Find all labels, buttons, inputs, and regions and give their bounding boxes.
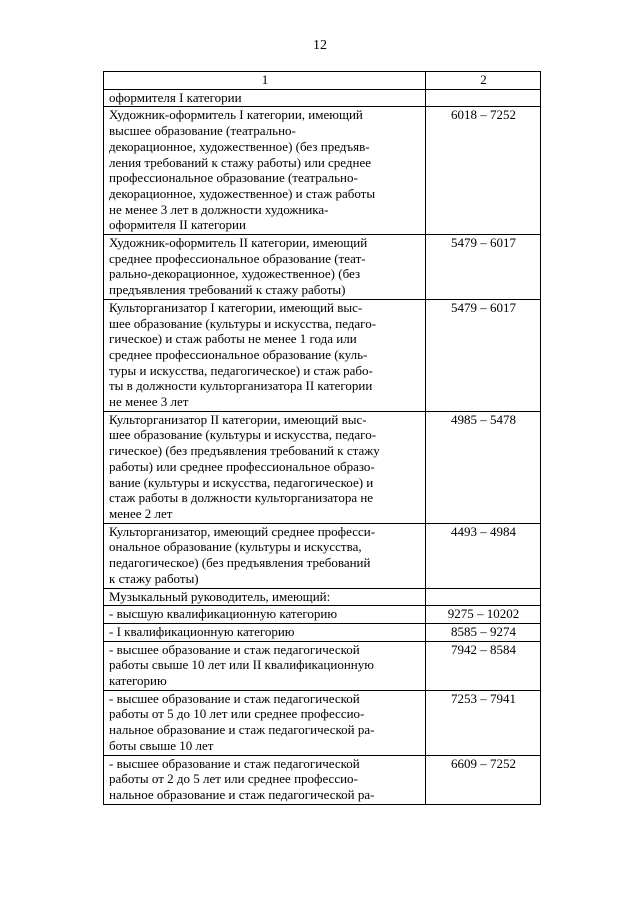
description-line: нальное образование и стаж педагогической ра- (109, 722, 375, 738)
table-row (104, 89, 541, 107)
description-line: - I квалификационную категорию (109, 623, 295, 639)
salary-range: 7253 – 7941 (426, 690, 541, 755)
description-line: среднее профессиональное образование (куль- (109, 346, 368, 362)
salary-range: 8585 – 9274 (426, 623, 541, 641)
description-line: Культорганизатор, имеющий среднее професси- (109, 523, 376, 539)
description-line: декорационное, художественное) (без предъяв- (109, 138, 370, 154)
description-line: не менее 3 лет (109, 394, 189, 410)
table-row (104, 107, 541, 235)
description-line: менее 2 лет (109, 505, 173, 521)
position-description (104, 411, 426, 523)
position-description (104, 690, 426, 755)
salary-range (426, 588, 541, 606)
description-line: Художник-оформитель I категории, имеющий (109, 107, 363, 123)
description-line: к стажу работы) (109, 570, 199, 586)
description-line: вание (культуры и искусства, педагогическое) и (109, 474, 374, 490)
salary-range (426, 89, 541, 107)
table-row (104, 606, 541, 624)
description-line: ления требований к стажу работы) или среднее (109, 154, 371, 170)
description-line: педагогическое) (без предъявления требований (109, 555, 371, 571)
description-line: гическое) (без предъявления требований к стажу (109, 443, 380, 459)
description-line: категорию (109, 673, 167, 689)
salary-range: 5479 – 6017 (426, 235, 541, 300)
table-row (104, 641, 541, 690)
salary-range: 6018 – 7252 (426, 107, 541, 235)
description-line: - высшую квалификационную категорию (109, 606, 338, 622)
description-line: профессиональное образование (театрально- (109, 170, 358, 186)
description-line: - высшее образование и стаж педагогической (109, 755, 360, 771)
position-description (104, 641, 426, 690)
page-number: 12 (313, 38, 327, 53)
table-row (104, 690, 541, 755)
description-line: стаж работы в должности культорганизатора не (109, 490, 374, 506)
description-line: - высшее образование и стаж педагогической (109, 641, 360, 657)
position-description (104, 299, 426, 411)
description-line: не менее 3 лет в должности художника- (109, 201, 329, 217)
description-line: ональное образование (культуры и искусства, (109, 539, 362, 555)
position-description (104, 606, 426, 624)
table-row (104, 299, 541, 411)
description-line: Художник-оформитель II категории, имеющий (109, 235, 368, 251)
table-row (104, 755, 541, 804)
description-line: декорационное, художественное) и стаж работы (109, 185, 376, 201)
salary-range: 9275 – 10202 (426, 606, 541, 624)
salary-range: 6609 – 7252 (426, 755, 541, 804)
description-line: - высшее образование и стаж педагогической (109, 690, 360, 706)
description-line: гическое) и стаж работы не менее 1 года или (109, 331, 357, 347)
description-line: нальное образование и стаж педагогической ра- (109, 786, 375, 802)
position-description (104, 523, 426, 588)
position-description (104, 89, 426, 107)
table-row (104, 411, 541, 523)
description-line: шее образование (культуры и искусства, педаго- (109, 315, 377, 331)
description-line: среднее профессиональное образование (теат- (109, 250, 366, 266)
position-description (104, 107, 426, 235)
description-line: оформителя II категории (109, 217, 246, 233)
table-body (104, 89, 541, 804)
description-line: работы от 5 до 10 лет или среднее профессио- (109, 706, 365, 722)
table-row (104, 523, 541, 588)
description-line: работы) или среднее профессиональное образо- (109, 458, 375, 474)
position-description (104, 588, 426, 606)
description-line: предъявления требований к стажу работы) (109, 282, 346, 298)
description-line: боты свыше 10 лет (109, 737, 214, 753)
description-line: работы свыше 10 лет или II квалификационную (109, 657, 374, 673)
salary-range: 5479 – 6017 (426, 299, 541, 411)
description-line: рально-декорационное, художественное) (без (109, 266, 361, 282)
header-col-2: 2 (426, 72, 541, 90)
table-row (104, 623, 541, 641)
table-header-row (104, 72, 541, 90)
salary-range: 7942 – 8584 (426, 641, 541, 690)
table-row (104, 235, 541, 300)
description-line: оформителя I категории (109, 89, 242, 105)
table-row (104, 588, 541, 606)
salary-range: 4493 – 4984 (426, 523, 541, 588)
description-line: туры и искусства, педагогическое) и стаж рабо- (109, 362, 373, 378)
position-description (104, 235, 426, 300)
description-line: высшее образование (театрально- (109, 123, 296, 139)
salary-table (103, 71, 541, 805)
description-line: Культорганизатор II категории, имеющий выс- (109, 411, 367, 427)
description-line: работы от 2 до 5 лет или среднее профессио- (109, 771, 358, 787)
description-line: ты в должности культорганизатора II категории (109, 378, 373, 394)
header-col-1: 1 (104, 72, 426, 90)
position-description (104, 623, 426, 641)
salary-range: 4985 – 5478 (426, 411, 541, 523)
description-line: шее образование (культуры и искусства, педаго- (109, 427, 377, 443)
description-line: Музыкальный руководитель, имеющий: (109, 588, 331, 604)
position-description (104, 755, 426, 804)
description-line: Культорганизатор I категории, имеющий выс- (109, 299, 363, 315)
